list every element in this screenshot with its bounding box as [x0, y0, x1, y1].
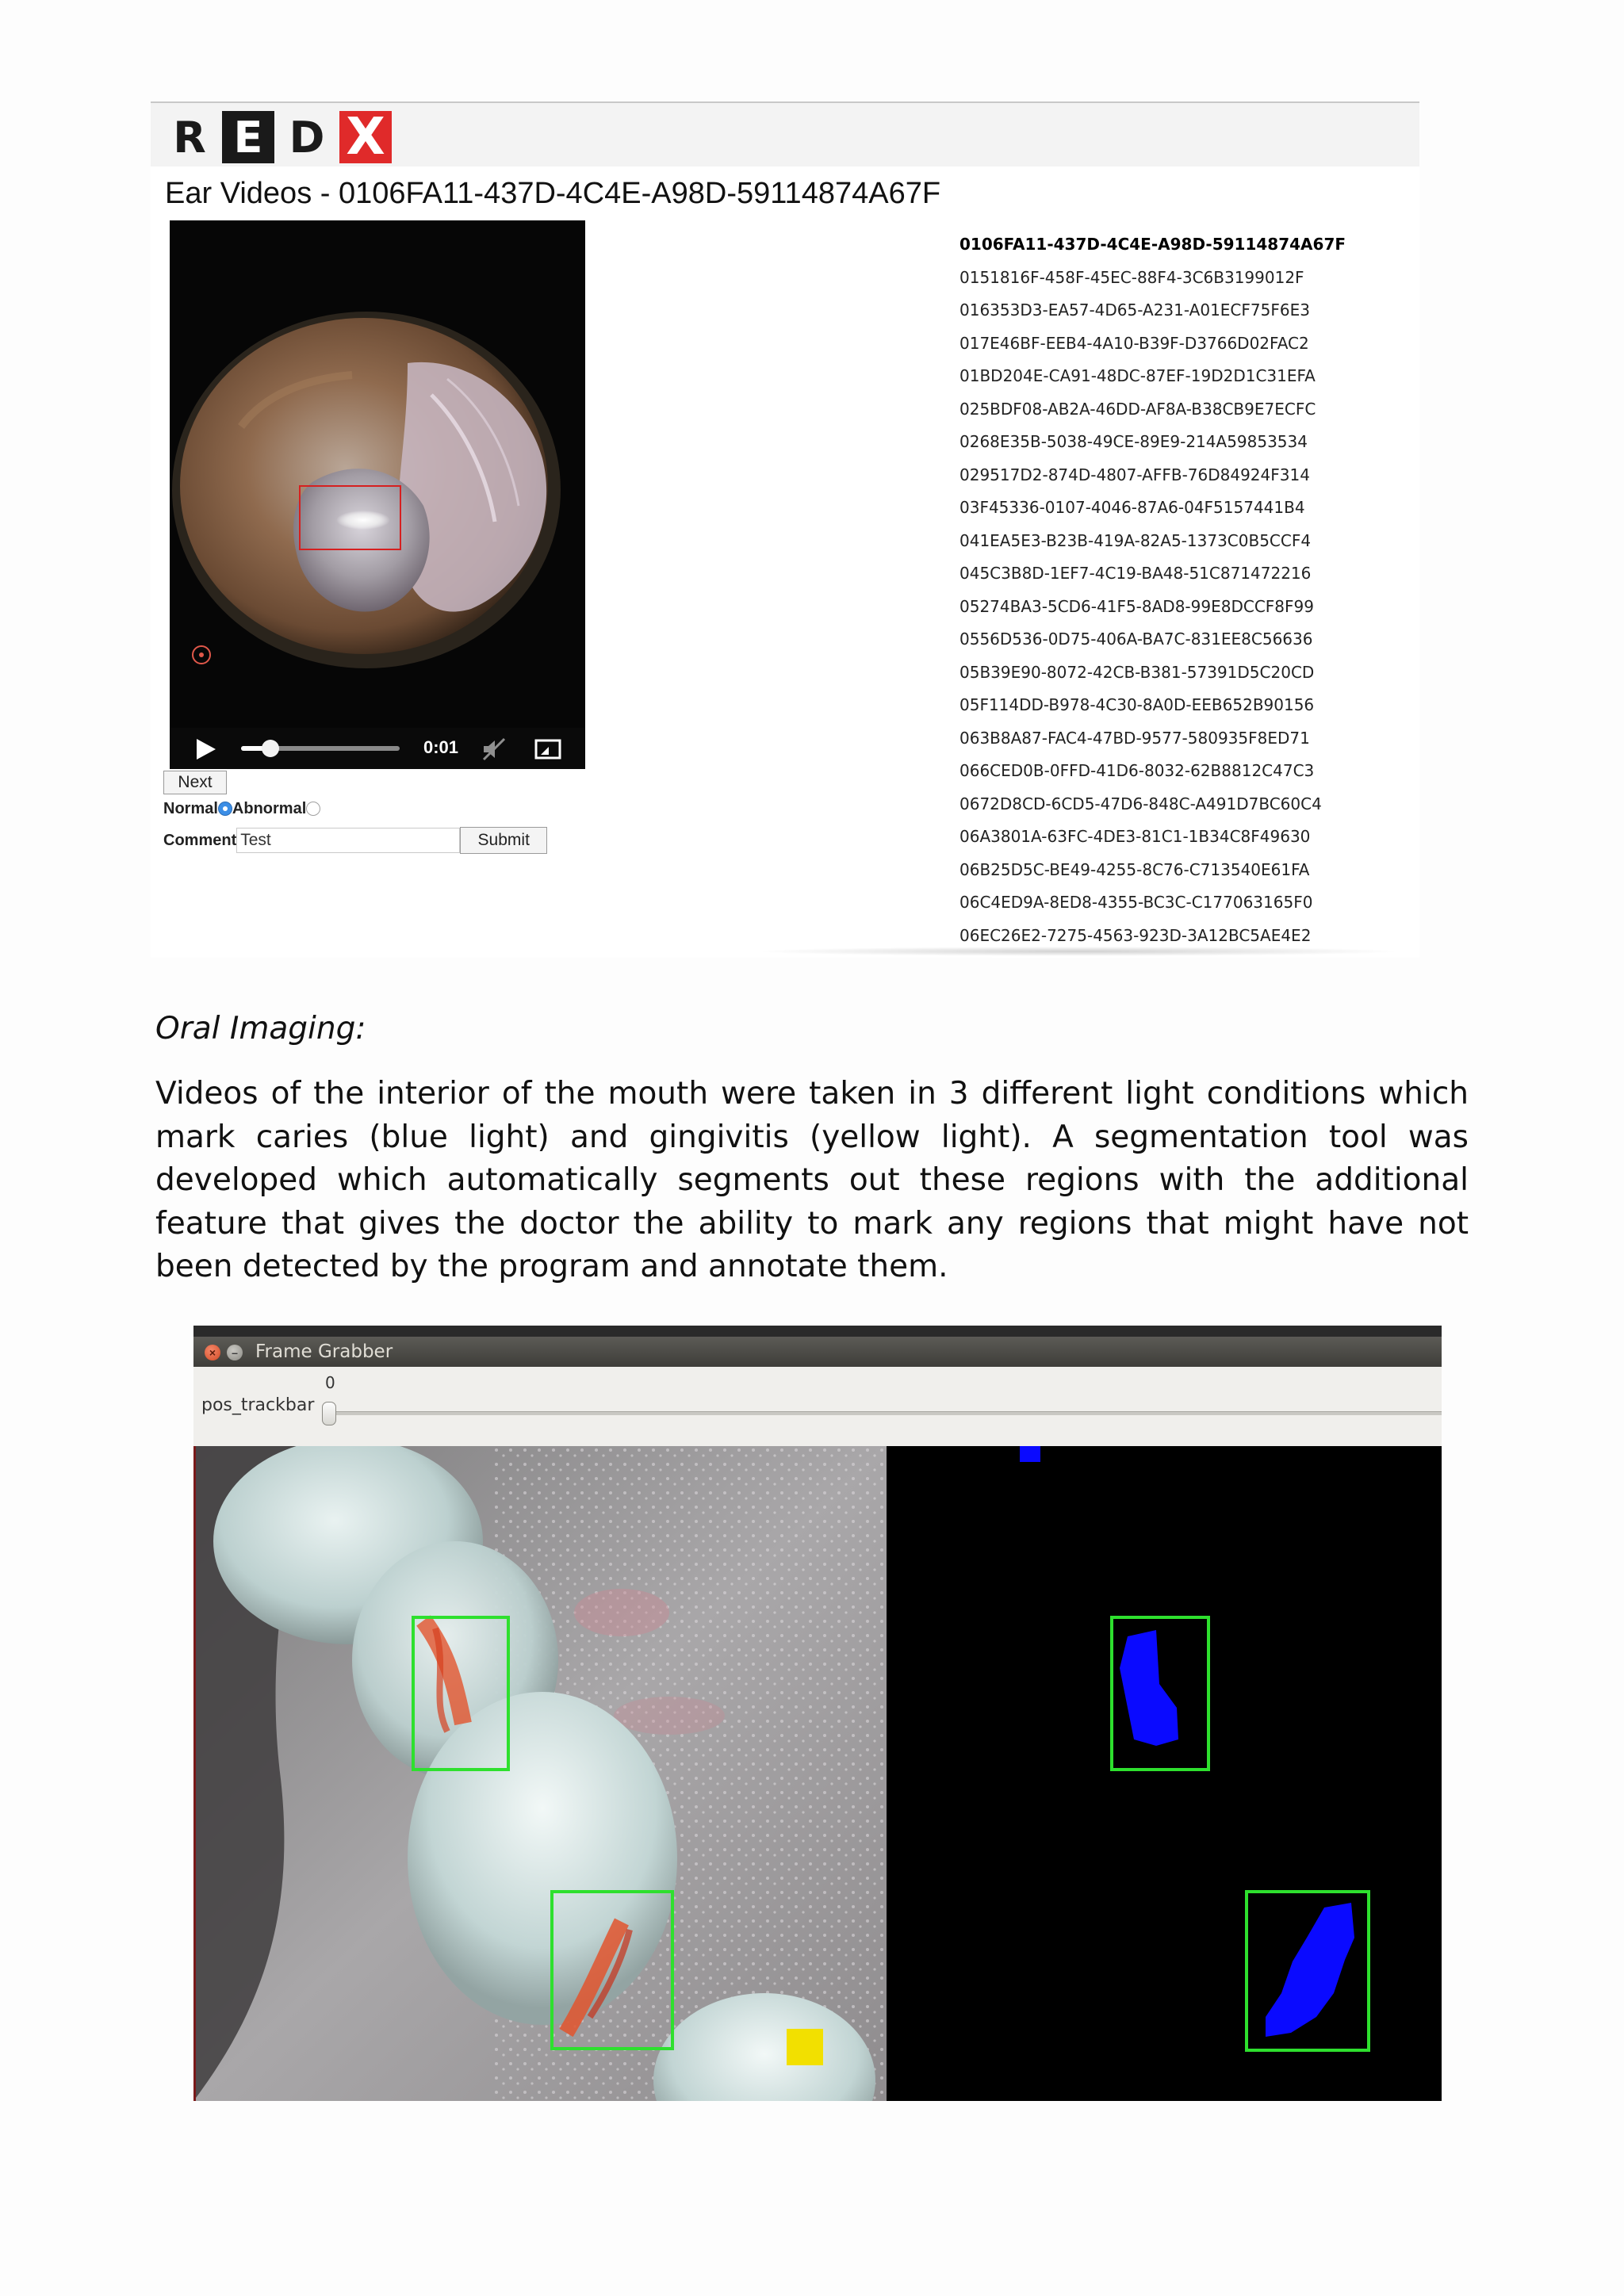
- video-controls: [170, 728, 585, 769]
- video-id-item[interactable]: 05274BA3-5CD6-41F5-8AD8-99E8DCCF8F99: [959, 596, 1314, 616]
- submit-button[interactable]: Submit: [460, 827, 547, 854]
- panel-border: [193, 1446, 196, 2101]
- ear-video-frame: [170, 220, 585, 728]
- muted-speaker-icon[interactable]: [481, 737, 508, 761]
- video-id-item[interactable]: 0556D536-0D75-406A-BA7C-831EE8C56636: [959, 629, 1313, 649]
- comment-label: Comment: [163, 831, 237, 849]
- segmentation-view: [887, 1446, 1442, 2101]
- window-titlebar: [193, 1337, 1442, 1367]
- video-id-item[interactable]: 0151816F-458F-45EC-88F4-3C6B3199012F: [959, 267, 1304, 287]
- next-button[interactable]: Next: [163, 771, 227, 794]
- seek-handle[interactable]: [262, 740, 279, 757]
- video-id-item[interactable]: 016353D3-EA57-4D65-A231-A01ECF75F6E3: [959, 300, 1310, 320]
- desktop-top-strip: [193, 1326, 1442, 1337]
- logo-letter-x: X: [339, 111, 392, 163]
- comment-input[interactable]: [236, 828, 460, 853]
- logo-letter-e: E: [222, 111, 274, 163]
- trackbar-thumb[interactable]: [322, 1402, 336, 1425]
- oral-image: [193, 1446, 887, 2101]
- fullscreen-icon[interactable]: [534, 737, 561, 761]
- trackbar-area: [193, 1367, 1442, 1446]
- app-header: [151, 103, 1419, 166]
- video-id-item[interactable]: 0672D8CD-6CD5-47D6-848C-A491D7BC60C4: [959, 794, 1322, 813]
- video-id-item[interactable]: 05B39E90-8072-42CB-B381-57391D5C20CD: [959, 662, 1315, 682]
- trackbar-rail[interactable]: [328, 1411, 1442, 1415]
- video-id-item[interactable]: 063B8A87-FAC4-47BD-9577-580935F8ED71: [959, 728, 1310, 748]
- frame-grabber-screenshot: [193, 1326, 1442, 2101]
- comment-row: [163, 826, 547, 855]
- seek-bar[interactable]: [241, 746, 400, 751]
- video-id-item[interactable]: 06B25D5C-BE49-4255-8C76-C713540E61FA: [959, 859, 1310, 879]
- classification-radio-group: [163, 798, 320, 820]
- video-id-item[interactable]: 01BD204E-CA91-48DC-87EF-19D2D1C31EFA: [959, 366, 1316, 385]
- video-id-item[interactable]: 017E46BF-EEB4-4A10-B39F-D3766D02FAC2: [959, 333, 1309, 353]
- video-id-item[interactable]: 041EA5E3-B23B-419A-82A5-1373C0B5CCF4: [959, 530, 1312, 550]
- play-icon[interactable]: [193, 737, 217, 761]
- close-icon[interactable]: ×: [205, 1345, 220, 1360]
- trackbar-value: 0: [325, 1373, 335, 1392]
- video-id-item[interactable]: 025BDF08-AB2A-46DD-AF8A-B38CB9E7ECFC: [959, 399, 1316, 419]
- video-time: 0:01: [423, 737, 459, 757]
- page-title: Ear Videos - 0106FA11-437D-4C4E-A98D-59114874A67F: [165, 177, 941, 210]
- video-id-item[interactable]: 0106FA11-437D-4C4E-A98D-59114874A67F: [959, 235, 1346, 254]
- section-heading: Oral Imaging:: [155, 1011, 366, 1047]
- logo-letter-d: D: [289, 112, 325, 163]
- section-paragraph: Videos of the interior of the mouth were taken in 3 different light conditions which mark caries (blue light) and gingivitis (yellow light). A segmentation tool was developed which automatically segments out these regions with the additional feature that gives the doctor the ability to mark any regions that might have not been detected by the program and annotate them.: [155, 1076, 1469, 1284]
- video-id-list: [959, 228, 1346, 952]
- abnormal-label: Abnormal: [232, 799, 307, 817]
- video-id-item[interactable]: 06A3801A-63FC-4DE3-81C1-1B34C8F49630: [959, 827, 1311, 846]
- ear-videos-screenshot: [151, 101, 1419, 958]
- video-id-item[interactable]: 05F114DD-B978-4C30-8A0D-EEB652B90156: [959, 695, 1315, 714]
- video-id-item[interactable]: 066CED0B-0FFD-41D6-8032-62B8812C47C3: [959, 761, 1315, 780]
- video-id-item[interactable]: 029517D2-874D-4807-AFFB-76D84924F314: [959, 465, 1310, 484]
- video-player[interactable]: [170, 220, 585, 769]
- video-id-item[interactable]: 06C4ED9A-8ED8-4355-BC3C-C177063165F0: [959, 893, 1313, 912]
- logo-letter-r: R: [173, 112, 206, 163]
- trackbar-label: pos_trackbar: [201, 1395, 315, 1415]
- video-id-item[interactable]: 0268E35B-5038-49CE-89E9-214A59853534: [959, 432, 1308, 451]
- list-shadow: [753, 947, 1404, 956]
- abnormal-radio[interactable]: [306, 802, 320, 816]
- minimize-icon[interactable]: –: [227, 1345, 243, 1360]
- normal-radio[interactable]: [218, 802, 232, 816]
- segmentation-mask: [887, 1446, 1442, 2101]
- oral-camera-view: [193, 1446, 887, 2101]
- video-id-item[interactable]: 045C3B8D-1EF7-4C19-BA48-51C871472216: [959, 564, 1312, 583]
- video-id-item[interactable]: 06EC26E2-7275-4563-923D-3A12BC5AE4E2: [959, 925, 1312, 945]
- normal-label: Normal: [163, 799, 218, 817]
- video-id-item[interactable]: 03F45336-0107-4046-87A6-04F5157441B4: [959, 498, 1305, 517]
- window-title: Frame Grabber: [255, 1341, 393, 1362]
